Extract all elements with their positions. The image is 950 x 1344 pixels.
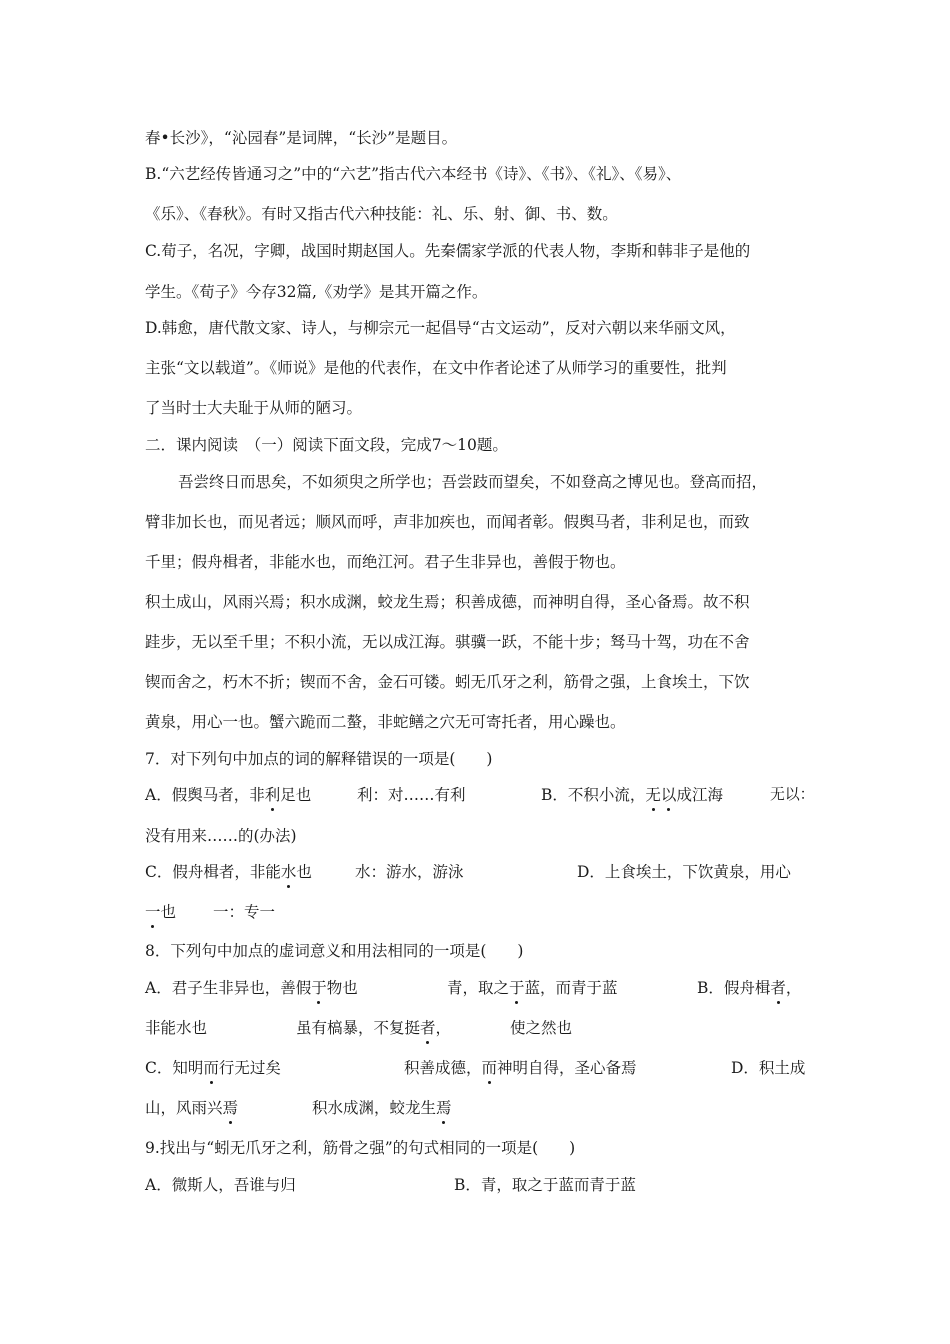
passage-line-7: 黄泉，用心一也。蟹六跪而二螯，非蛇鳝之穴无可寄托者，用心躁也。 (145, 713, 626, 731)
q8-option-a-compare: 青，取之于蓝，而青于蓝 (447, 979, 618, 997)
passage-line-3: 千里；假舟楫者，非能水也，而绝江河。君子生非异也，善假于物也。 (145, 553, 626, 571)
section-heading: 二．课内阅读 （一）阅读下面文段，完成7～10题。 (145, 436, 508, 454)
dotted-char: 者 (770, 979, 786, 997)
q8-option-b: B．假舟楫者， (697, 979, 802, 997)
dotted-char: 于 (509, 979, 525, 997)
q7-option-d: D．上食埃土，下饮黄泉，用心 (577, 863, 791, 881)
q7-option-c: C．假舟楫者，非能水也 (145, 863, 312, 881)
q9-option-a: A．微斯人，吾谁与归 (145, 1176, 296, 1194)
dotted-char: 以 (660, 786, 677, 804)
q8-option-b-compare: 虽有槁暴，不复挺者， (296, 1019, 452, 1037)
q7-option-d-gloss: 一：专一 (213, 903, 276, 921)
passage-line-4: 积土成山，风雨兴焉；积水成渊，蛟龙生焉；积善成德，而神明自得，圣心备焉。故不积 (145, 593, 750, 611)
passage-line-5: 跬步，无以至千里；不积小流，无以成江海。骐骥一跃，不能十步；驽马十驾，功在不舍 (145, 633, 750, 651)
q7-option-a-gloss: 利：对……有利 (357, 786, 466, 804)
dotted-char: 利 (264, 786, 281, 804)
dotted-char: 无 (645, 786, 661, 804)
option-b-line-1: B.“六艺经传皆通习之”中的“六艺”指古代六本经书《诗》、《书》、《礼》、《易》、 (145, 165, 682, 183)
q8-option-b-compare-2: 使之然也 (510, 1019, 573, 1037)
option-c-line-2: 学生。《荀子》今存32篇,《劝学》是其开篇之作。 (145, 283, 488, 301)
dotted-char: 而 (203, 1059, 219, 1077)
q9-option-b: B．青，取之于蓝而青于蓝 (454, 1176, 636, 1194)
passage-line-1: 吾尝终日而思矣，不如须臾之所学也；吾尝跂而望矣，不如登高之博见也。登高而招， (178, 473, 768, 491)
passage-line-2: 臂非加长也，而见者远；顺风而呼，声非加疾也，而闻者彰。假舆马者，非利足也，而致 (145, 513, 750, 531)
dotted-char: 水 (280, 863, 297, 881)
q8-option-a: A．君子生非异也，善假于物也 (145, 979, 358, 997)
q7-option-b-cont: 没有用来……的(办法) (145, 827, 297, 845)
dotted-char: 焉 (436, 1099, 452, 1117)
option-d-line-3: 了当时士大夫耻于从师的陋习。 (145, 399, 363, 417)
q7-option-c-gloss: 水：游水，游泳 (355, 863, 464, 881)
q7-option-b: B．不积小流，无以成江海 (541, 786, 723, 804)
option-d-line-2: 主张“文以载道”。《师说》是他的代表作，在文中作者论述了从师学习的重要性，批判 (145, 359, 727, 377)
option-d-line-1: D.韩愈，唐代散文家、诗人，与柳宗元一起倡导“古文运动”，反对六朝以来华丽文风， (145, 319, 736, 337)
q8-option-d-cont: 山，风雨兴焉 (145, 1099, 239, 1117)
q7-option-d-cont: 一也 (145, 903, 177, 921)
q8-option-b-cont: 非能水也 (145, 1019, 208, 1037)
q8-option-d: D．积土成 (731, 1059, 806, 1077)
intro-line-1: 春•长沙》，“沁园春”是词牌，“长沙”是题目。 (145, 129, 458, 147)
option-c-line-1: C.荀子，名况，字卿，战国时期赵国人。先秦儒家学派的代表人物，李斯和韩非子是他的 (145, 242, 751, 260)
q8-stem: 8．下列句中加点的虚词意义和用法相同的一项是( ) (145, 942, 524, 960)
q7-stem: 7．对下列句中加点的词的解释错误的一项是( ) (145, 750, 493, 768)
q8-option-c-compare: 积善成德，而神明自得，圣心备焉 (404, 1059, 637, 1077)
q7-option-b-gloss: 无以： (770, 786, 815, 803)
q8-option-c: C．知明而行无过矣 (145, 1059, 281, 1077)
dotted-char: 者 (420, 1019, 436, 1037)
q8-option-d-compare: 积水成渊，蛟龙生焉 (312, 1099, 452, 1117)
dotted-char: 焉 (222, 1099, 239, 1117)
passage-line-6: 锲而舍之，朽木不折；锲而不舍，金石可镂。蚓无爪牙之利，筋骨之强，上食埃土，下饮 (145, 673, 750, 691)
dotted-char: 而 (481, 1059, 498, 1077)
dotted-char: 一 (145, 903, 161, 921)
option-b-line-2: 《乐》、《春秋》。有时又指古代六种技能：礼、乐、射、御、书、数。 (145, 205, 618, 223)
q9-stem: 9.找出与“蚓无爪牙之利，筋骨之强”的句式相同的一项是( ) (145, 1139, 576, 1157)
q7-option-a: A．假舆马者，非利足也 (145, 786, 312, 804)
dotted-char: 于 (311, 979, 327, 997)
